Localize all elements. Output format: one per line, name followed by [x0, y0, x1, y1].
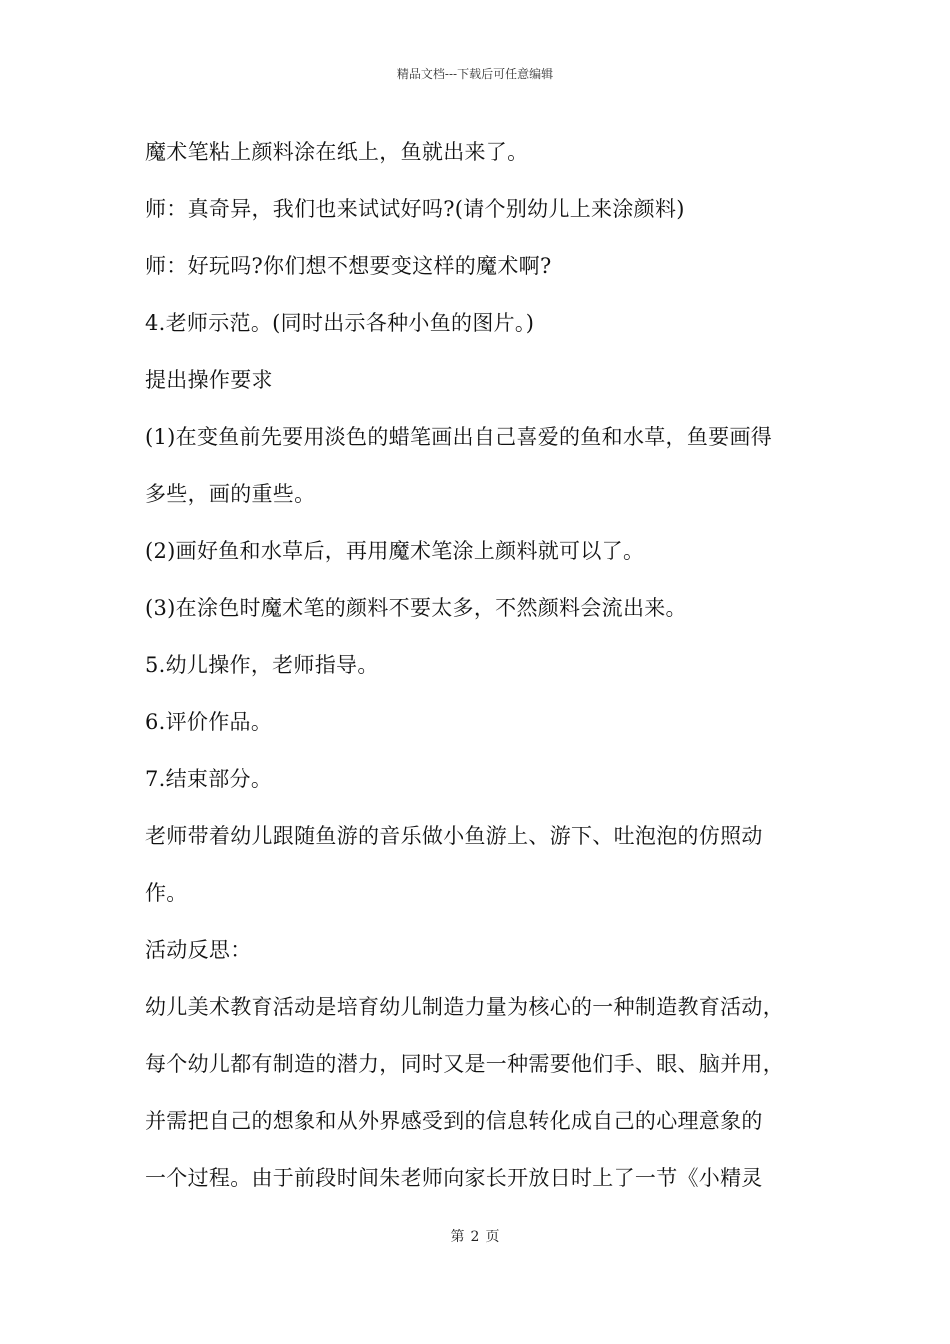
text-line: 幼儿美术教育活动是培育幼儿制造力量为核心的一种制造教育活动，	[145, 995, 784, 1019]
text-line: 魔术笔粘上颜料涂在纸上，鱼就出来了。	[145, 140, 529, 164]
text-line: 4.老师示范。(同时出示各种小鱼的图片。)	[145, 311, 535, 335]
page-number-suffix: 页	[485, 1229, 500, 1245]
text-line: 6.评价作品。	[145, 710, 273, 734]
page-footer	[0, 1228, 950, 1246]
text-line: (2)画好鱼和水草后，再用魔术笔涂上颜料就可以了。	[145, 539, 645, 563]
text-line: 7.结束部分。	[145, 767, 273, 791]
page-header: 精品文档---下载后可任意编辑	[396, 67, 554, 81]
text-line: 一个过程。由于前段时间朱老师向家长开放日时上了一节《小精灵	[145, 1166, 763, 1190]
page-number: 2	[470, 1229, 480, 1245]
text-line: 活动反思：	[145, 938, 252, 962]
text-line: (1)在变鱼前先要用淡色的蜡笔画出自己喜爱的鱼和水草，鱼要画得	[145, 425, 773, 449]
text-line: 多些，画的重些。	[145, 482, 316, 506]
text-line: 并需把自己的想象和从外界感受到的信息转化成自己的心理意象的	[145, 1109, 763, 1133]
page-number-prefix: 第	[450, 1229, 465, 1245]
text-line: 师：真奇异，我们也来试试好吗?(请个别幼儿上来涂颜料)	[145, 197, 685, 221]
text-line: (3)在涂色时魔术笔的颜料不要太多，不然颜料会流出来。	[145, 596, 687, 620]
text-line: 每个幼儿都有制造的潜力，同时又是一种需要他们手、眼、脑并用，	[145, 1052, 784, 1076]
text-line: 作。	[145, 881, 188, 905]
text-line: 5.幼儿操作，老师指导。	[145, 653, 379, 677]
text-line: 师：好玩吗?你们想不想要变这样的魔术啊?	[145, 254, 552, 278]
text-line: 提出操作要求	[145, 368, 273, 392]
text-line: 老师带着幼儿跟随鱼游的音乐做小鱼游上、游下、吐泡泡的仿照动	[145, 824, 763, 848]
